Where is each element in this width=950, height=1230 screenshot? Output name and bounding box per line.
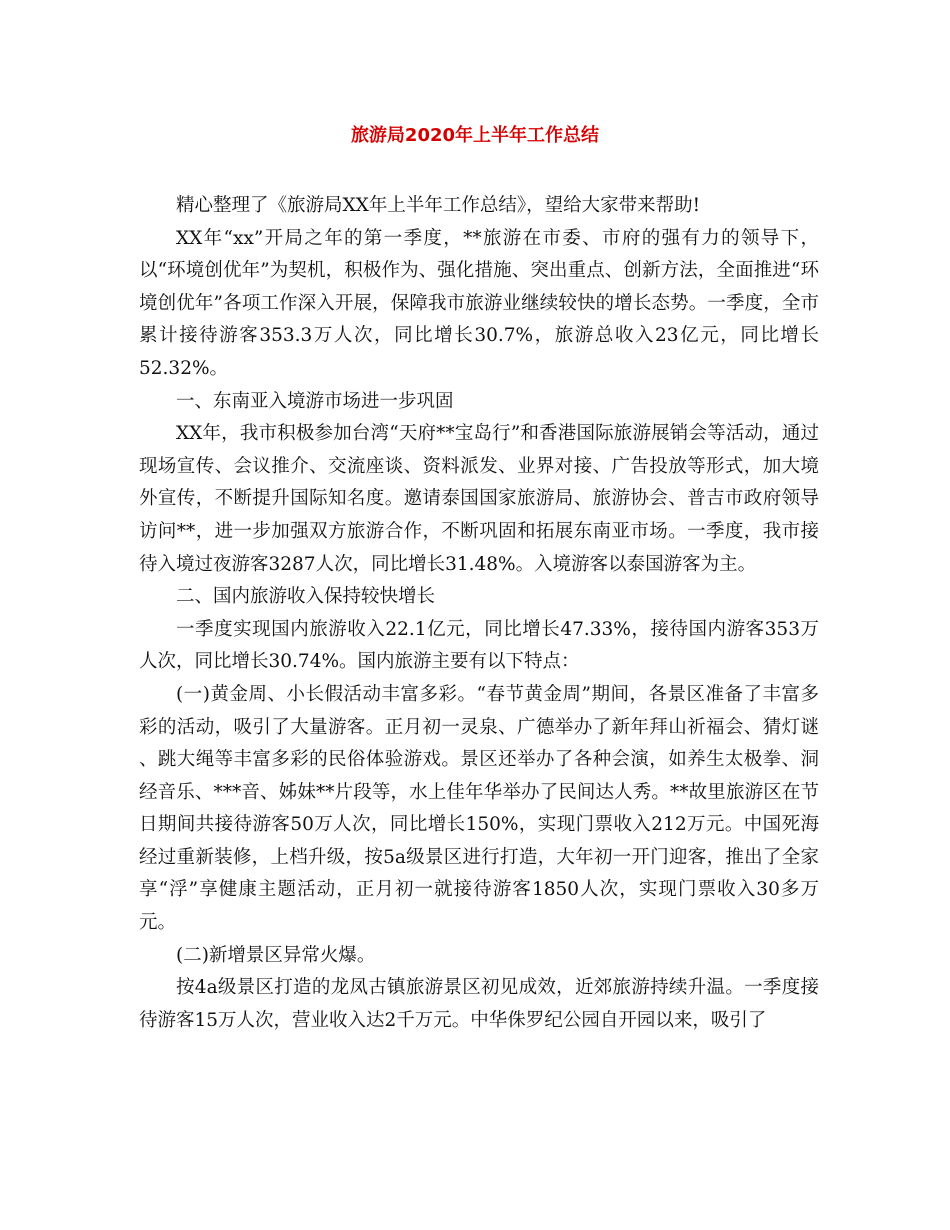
subheading-new-scenic: (二)新增景区异常火爆。 [176,944,376,966]
paragraph-golden-week: (一)黄金周、小长假活动丰富多彩。“春节黄金周”期间，各景区准备了丰富多彩的活动，吸引了大量游客。正月初一灵泉、广德举办了新年拜山祈福会、猜灯谜 、跳大绳等丰富多彩的民俗体验游戏。景区还举办了各种会演，如养生太极拳、洞经音乐、***音、姊妹**片段等，水上佳年华举办了民间达人秀。**故里旅游区在节日期间共接待游客50万人次，同比增长150%，实现门票收入212万元。中国死海经过重新装修，上档升级，按5a级景区进行打造，大年初一开门迎客，推出了全家享“浮”享健康主题活动，正月初一就接待游客1850人次，实现门票收入30多万元。 [139,683,819,934]
paragraph-overview: XX年“xx”开局之年的第一季度，**旅游在市委、市府的强有力的领导下，以“环境创优年”为契机，积极作为、强化措施、突出重点、创新方法，全面推进“环境创优年”各项工作深入开展，保障我市旅游业继续较快的增长态势。一季度，全市累计接待游客353.3万人次，同比增长30.7%，旅游总收入23亿元，同比增长52.32%。 [139,227,819,379]
paragraph-southeast-asia: XX年，我市积极参加台湾“天府**宝岛行”和香港国际旅游展销会等活动，通过现场宣传、会议推介、交流座谈、资料派发、业界对接、广告投放等形式，加大境外宣传，不断提升国际知名度。邀请泰国国家旅游局、旅游协会、普吉市政府领导访问**，进一步加强双方旅游合作，不断巩固和拓展东南亚市场。一季度，我市接待入境过夜游客3287人次，同比增长31.48%。入境游客以泰国游客为主。 [139,423,819,575]
paragraph-intro: 精心整理了《旅游局XX年上半年工作总结》，望给大家带来帮助! [176,195,701,216]
paragraph-domestic: 一季度实现国内旅游收入22.1亿元，同比增长47.33%，接待国内游客353万人次，同比增长30.74%。国内旅游主要有以下特点： [139,618,819,673]
section-heading-southeast-asia: 一、东南亚入境游市场进一步巩固 [176,390,454,412]
document-body [139,190,819,1037]
paragraph-new-scenic: 按4a级景区打造的龙凤古镇旅游景区初见成效，近郊旅游持续升温。一季度接待游客15万人次，营业收入达2千万元。中华侏罗纪公园自开园以来，吸引了 [139,977,819,1031]
document-title: 旅游局2020年上半年工作总结 [350,125,600,146]
section-heading-domestic: 二、国内旅游收入保持较快增长 [176,586,436,608]
